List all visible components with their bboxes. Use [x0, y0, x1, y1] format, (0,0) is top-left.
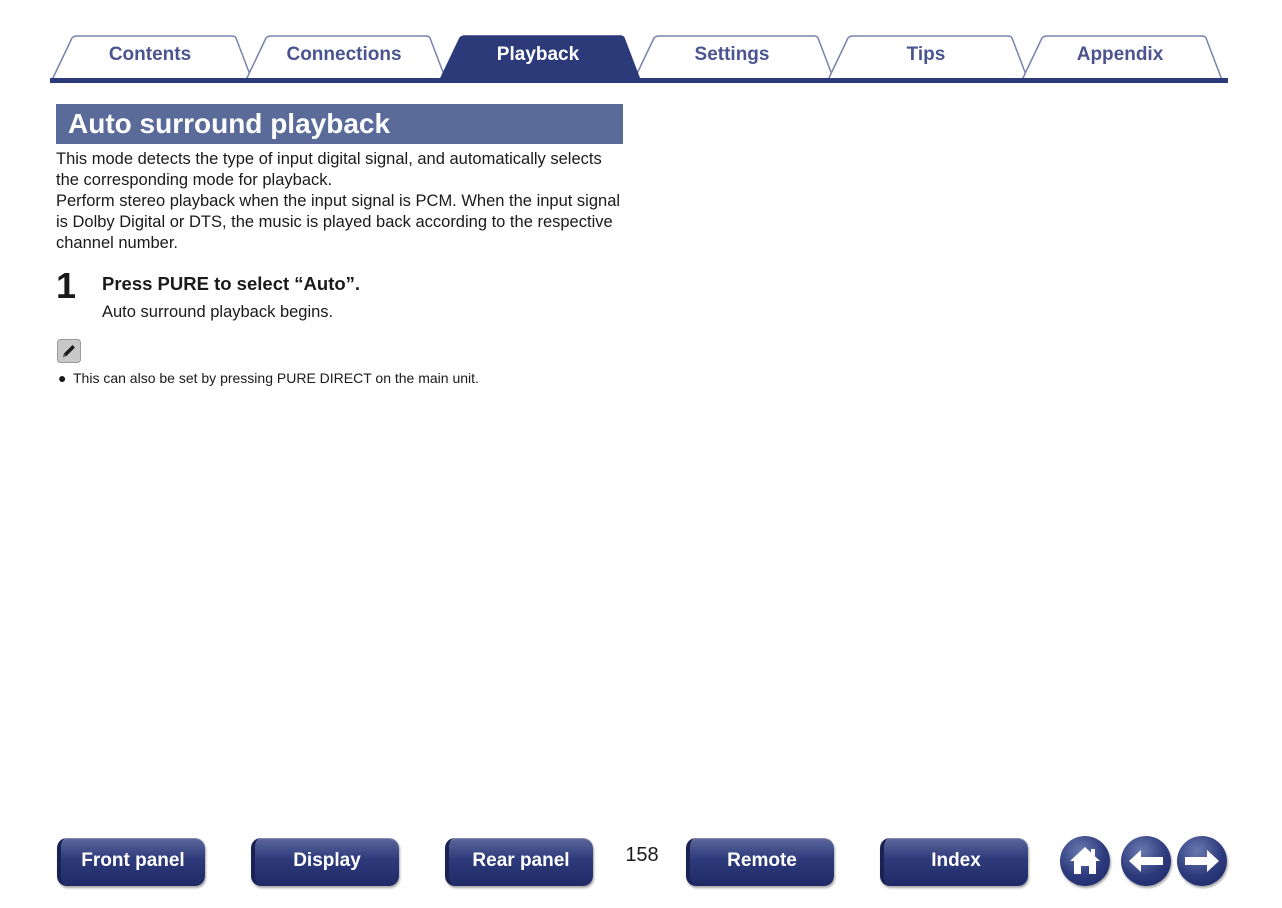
intro-paragraph-1: This mode detects the type of input digital signal, and automatically selects the corresponding mode for playback.: [56, 150, 602, 189]
intro-text: [56, 149, 626, 254]
tab-settings[interactable]: Settings: [694, 44, 770, 65]
arrow-right-icon: [1177, 836, 1227, 886]
bullet-icon: ●: [58, 370, 67, 386]
note-list: [58, 369, 479, 387]
tab-playback[interactable]: Playback: [496, 44, 580, 65]
step-number: 1: [56, 265, 77, 306]
front-panel-button[interactable]: Front panel: [57, 838, 205, 886]
display-button[interactable]: Display: [251, 838, 399, 886]
step-description: Auto surround playback begins.: [102, 303, 334, 321]
rear-panel-button[interactable]: Rear panel: [445, 838, 593, 886]
tab-contents[interactable]: Contents: [108, 44, 192, 65]
tab-tips[interactable]: Tips: [906, 44, 946, 65]
remote-button[interactable]: Remote: [686, 838, 834, 886]
home-button[interactable]: [1060, 836, 1110, 886]
home-icon: [1060, 836, 1110, 886]
page-number: 158: [625, 844, 659, 866]
intro-paragraph-2: Perform stereo playback when the input signal is PCM. When the input signal is Dolby Digital or DTS, the music is played back according to the respective channel number.: [56, 192, 621, 252]
tab-connections[interactable]: Connections: [286, 44, 402, 65]
step-title: Press PURE to select “Auto”.: [102, 273, 361, 294]
pencil-icon: [57, 339, 81, 363]
forward-button[interactable]: [1177, 836, 1227, 886]
note-item: [58, 369, 479, 387]
tab-baseline: [50, 78, 1228, 83]
tab-appendix[interactable]: Appendix: [1076, 44, 1164, 65]
arrow-left-icon: [1121, 836, 1171, 886]
section-title: Auto surround playback: [56, 104, 623, 144]
note-item-text: This can also be set by pressing PURE DIRECT on the main unit.: [73, 370, 479, 386]
index-button[interactable]: Index: [880, 838, 1028, 886]
back-button[interactable]: [1121, 836, 1171, 886]
tab-bar: [0, 0, 1282, 90]
